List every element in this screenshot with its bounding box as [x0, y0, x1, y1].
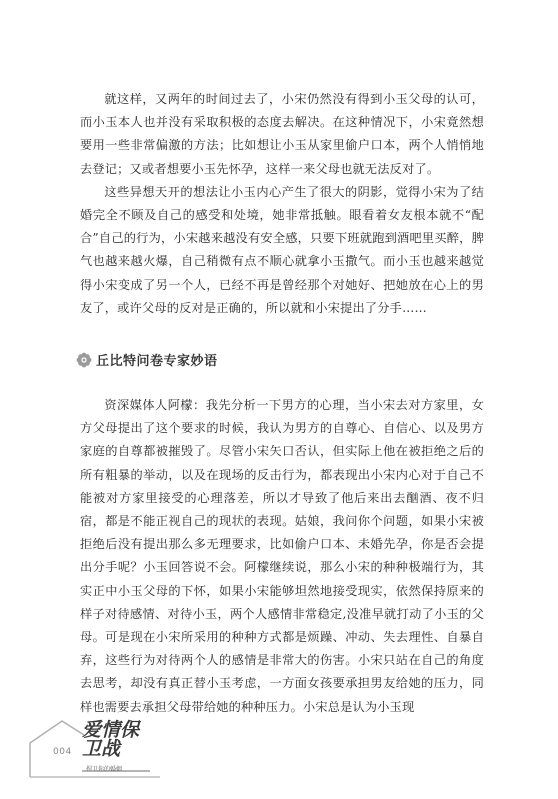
page-number: 004: [53, 747, 72, 757]
paragraph: 就这样，又两年的时间过去了，小宋仍然没有得到小玉父母的认可，而小玉本人也并没有采取积极的态度去解决。在这种情况下，小宋竟然想要用一些非常偏激的方法；比如想让小玉从家里偷户口本，两个人悄悄地去登记；又或者想要小玉先怀孕，这样一来父母也就无法反对了。: [80, 92, 484, 176]
body-text-top: [80, 88, 484, 320]
section-heading-text: 丘比特问卷专家妙语: [96, 354, 218, 369]
paragraph: 这些异想天开的想法让小玉内心产生了很大的阴影，觉得小宋为了结婚完全不顾及自己的感受和处境，她非常抵触。眼看着女友根本就不“配合”自己的行为，小宋越来越没有安全感，只要下班就跑到酒吧里买醉，脾气也越来越火爆，自己稍微有点不顺心就拿小玉撒气。而小玉也越来越觉得小宋变成了另一个人，已经不再是曾经那个对她好、把她放在心上的男友了，或许父母的反对是正确的，所以就和小宋提出了分手……: [80, 184, 484, 315]
flower-icon: [76, 352, 92, 368]
page-footer: [22, 713, 182, 783]
brand-logo-title: 爱情保卫战: [82, 719, 140, 760]
body-text-bottom: [80, 394, 484, 719]
paragraph: 资深媒体人阿檬：我先分析一下男方的心理，当小宋去对方家里，女方父母提出了这个要求的时候，我认为男方的自尊心、自信心、以及男方家庭的自尊都被摧毁了。尽管小宋矢口否认，但实际上他在被拒绝之后的所有粗暴的举动，以及在现场的反击行为，都表现出小宋内心对于自己不能被对方家里接受的心理落差，所以才导致了他后来出去酗酒、夜不归宿，都是不能正视自己的现状的表现。姑娘，我问你个问题，如果小宋被拒绝后没有提出那么多无理要求，比如偷户口本、未婚先孕，你是否会提出分手呢？小玉回答说不会。阿檬继续说，那么小宋的种种极端行为，其实正中小玉父母的下怀，如果小宋能够坦然地接受现实，依然保持原来的样子对待感情、对待小玉，两个人感情非常稳定,没准早就打动了小玉的父母。可是现在小宋所采用的种种方式都是烦躁、冲动、失去理性、自暴自弃，这些行为对待两个人的感情是非常大的伤害。小宋只站在自己的角度去思考，却没有真正替小玉考虑，一方面女孩要承担男友给她的压力，同样也需要去承担父母带给她的种种压力。小宋总是认为小玉现: [80, 398, 484, 714]
brand-tagline: 捍卫你的婚姻: [86, 766, 123, 773]
section-heading: [76, 350, 218, 369]
